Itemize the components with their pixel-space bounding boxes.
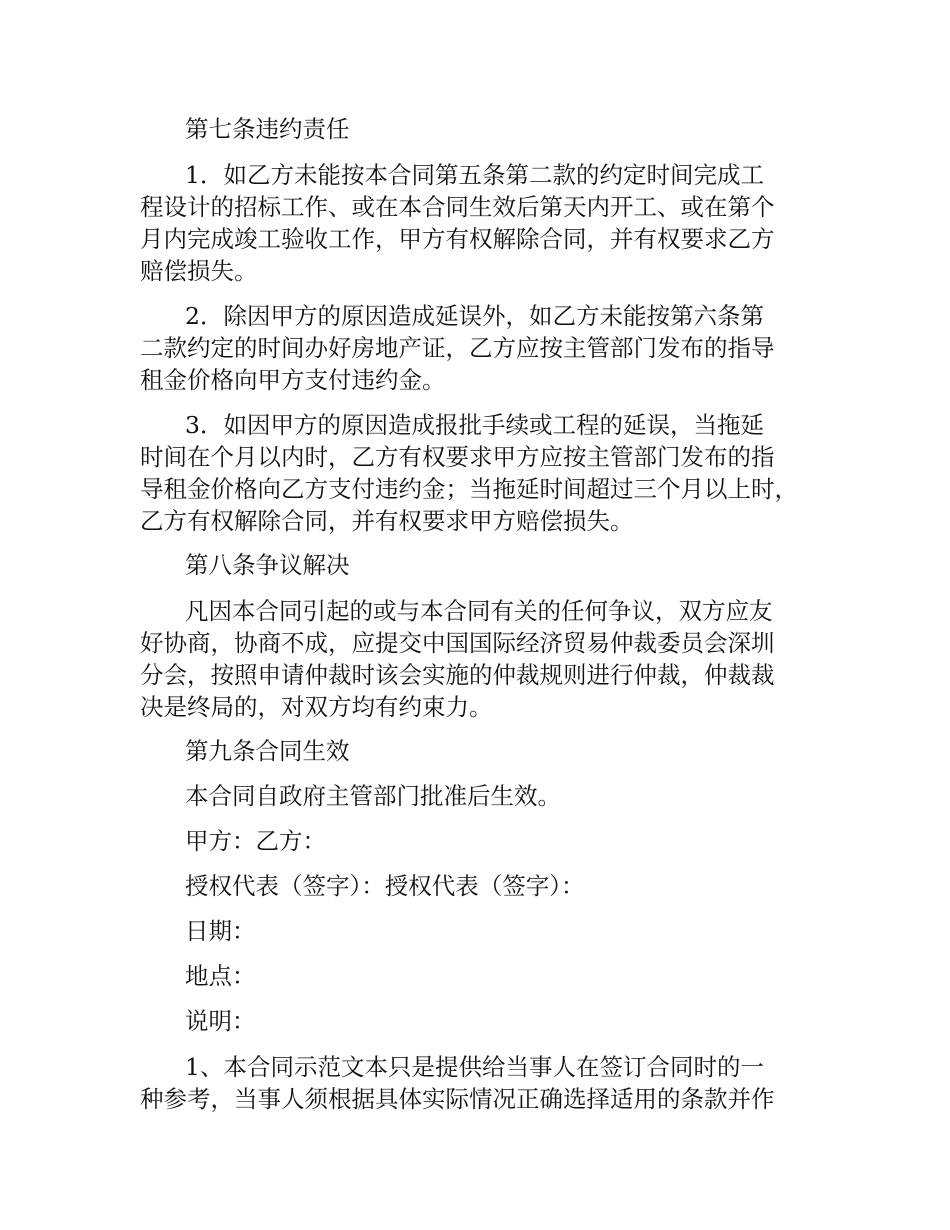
paragraph-line: 赔偿损失。 (140, 257, 258, 285)
paragraph-line: 月内完成竣工验收工作，甲方有权解除合同，并有权要求乙方 (140, 225, 775, 253)
paragraph-line: 2．除因甲方的原因造成延误外，如乙方未能按第六条第 (185, 302, 764, 330)
paragraph-line: 程设计的招标工作、或在本合同生效后第天内开工、或在第个 (140, 193, 775, 221)
paragraph-line: 分会，按照申请仲裁时该会实施的仲裁规则进行仲裁，仲裁裁 (140, 661, 775, 689)
paragraph-line: 二款约定的时间办好房地产证，乙方应按主管部门发布的指导 (140, 334, 775, 362)
party-label-line: 甲方：乙方： (185, 827, 326, 855)
article-9-heading: 第九条合同生效 (185, 737, 350, 765)
notes-label: 说明： (185, 1007, 256, 1035)
article-7-heading: 第七条违约责任 (185, 115, 350, 143)
paragraph-line: 决是终局的，对双方均有约束力。 (140, 693, 493, 721)
date-label: 日期： (185, 917, 256, 945)
paragraph-line: 1．如乙方未能按本合同第五条第二款的约定时间完成工 (185, 161, 764, 189)
article-8-heading: 第八条争议解决 (185, 551, 350, 579)
paragraph-line: 1、本合同示范文本只是提供给当事人在签订合同时的一 (185, 1053, 764, 1081)
paragraph-line: 本合同自政府主管部门批准后生效。 (185, 782, 561, 810)
paragraph-line: 租金价格向甲方支付违约金。 (140, 366, 446, 394)
signature-label-line: 授权代表（签字）：授权代表（签字）： (185, 872, 585, 900)
paragraph-line: 导租金价格向乙方支付违约金；当拖延时间超过三个月以上时， (140, 475, 798, 503)
paragraph-line: 凡因本合同引起的或与本合同有关的任何争议，双方应友 (185, 597, 773, 625)
location-label: 地点： (185, 962, 256, 990)
paragraph-line: 种参考，当事人须根据具体实际情况正确选择适用的条款并作 (140, 1085, 775, 1113)
paragraph-line: 3．如因甲方的原因造成报批手续或工程的延误，当拖延 (185, 411, 764, 439)
paragraph-line: 时间在个月以内时，乙方有权要求甲方应按主管部门发布的指 (140, 443, 775, 471)
paragraph-line: 好协商，协商不成，应提交中国国际经济贸易仲裁委员会深圳 (140, 629, 775, 657)
paragraph-line: 乙方有权解除合同，并有权要求甲方赔偿损失。 (140, 507, 634, 535)
